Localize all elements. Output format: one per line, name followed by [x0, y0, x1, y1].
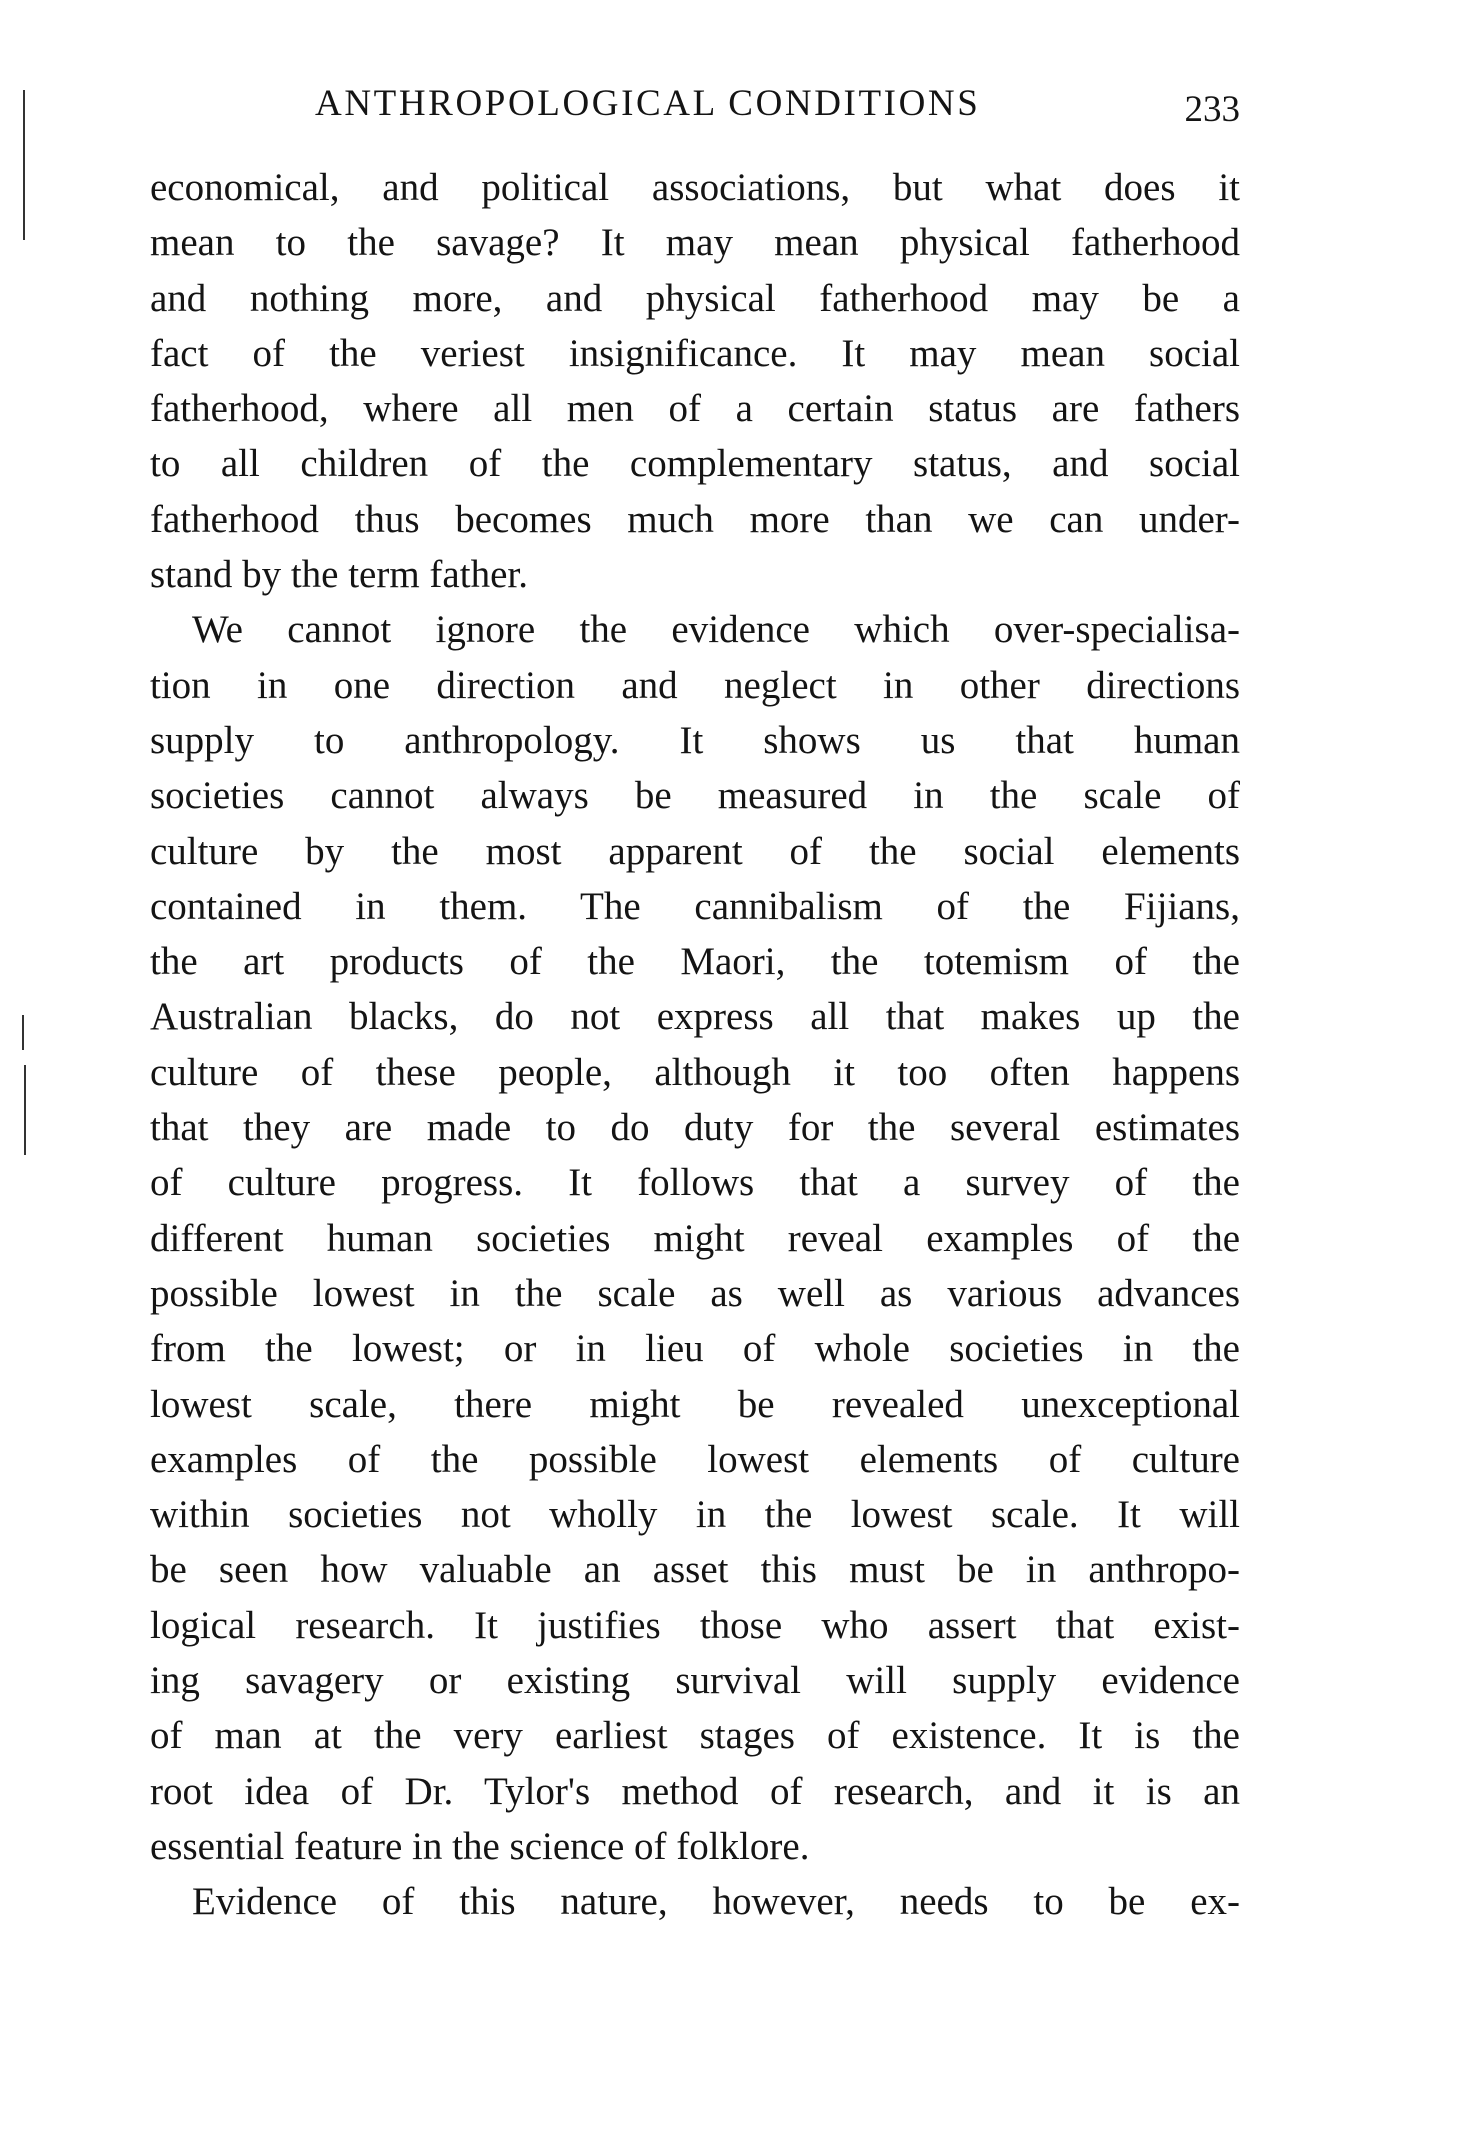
text-line: different human societies might reveal examples of the [150, 1216, 1240, 1260]
text-line: culture by the most apparent of the social elements [150, 829, 1240, 873]
margin-mark [22, 1015, 24, 1050]
text-line: and nothing more, and physical fatherhood may be a [150, 276, 1240, 320]
margin-mark [23, 90, 25, 240]
text-line: of man at the very earliest stages of existence. It is the [150, 1714, 1240, 1758]
page-header [150, 82, 1240, 142]
text-line: economical, and political associations, but what does it [150, 166, 1240, 209]
text-line: root idea of Dr. Tylor's method of research, and it is an [150, 1769, 1240, 1813]
text-line: within societies not wholly in the lowest scale. It will [150, 1493, 1240, 1537]
paragraph [150, 160, 1240, 602]
text-line: of culture progress. It follows that a survey of the [150, 1161, 1240, 1205]
text-line: fact of the veriest insignificance. It may mean social [150, 331, 1240, 375]
text-line: from the lowest; or in lieu of whole societies in the [150, 1327, 1240, 1371]
paragraph [150, 602, 1240, 1874]
text-line: fatherhood thus becomes much more than we can under- [150, 497, 1240, 541]
running-head: ANTHROPOLOGICAL CONDITIONS [315, 83, 981, 124]
text-line: lowest scale, there might be revealed unexceptional [150, 1382, 1240, 1426]
text-line: ing savagery or existing survival will supply evidence [150, 1659, 1240, 1703]
text-line: contained in them. The cannibalism of the Fijians, [150, 884, 1240, 928]
text-line: fatherhood, where all men of a certain status are fathers [150, 387, 1240, 431]
paragraph [150, 1874, 1240, 1929]
margin-mark [24, 1065, 26, 1155]
text-line: stand by the term father. [150, 553, 528, 597]
text-line: that they are made to do duty for the several estimates [150, 1106, 1240, 1150]
text-line: the art products of the Maori, the totemism of the [150, 940, 1240, 984]
text-line: culture of these people, although it too often happens [150, 1050, 1240, 1094]
text-line: mean to the savage? It may mean physical fatherhood [150, 221, 1240, 265]
text-line: supply to anthropology. It shows us that human [150, 718, 1240, 762]
text-line: tion in one direction and neglect in other directions [150, 663, 1240, 707]
text-line: societies cannot always be measured in the scale of [150, 774, 1240, 818]
text-line: essential feature in the science of folklore. [150, 1824, 810, 1868]
text-line: Australian blacks, do not express all that makes up the [150, 995, 1240, 1039]
text-line: logical research. It justifies those who assert that exist- [150, 1603, 1240, 1647]
text-line: be seen how valuable an asset this must be in anthropo- [150, 1548, 1240, 1592]
text-line: examples of the possible lowest elements of culture [150, 1437, 1240, 1481]
page-number: 233 [1184, 89, 1240, 130]
body-text [150, 160, 1240, 1930]
text-line: Evidence of this nature, however, needs to be ex- [192, 1880, 1240, 1924]
text-line: We cannot ignore the evidence which over-specialisa- [192, 608, 1240, 652]
text-line: possible lowest in the scale as well as various advances [150, 1271, 1240, 1315]
text-line: to all children of the complementary status, and social [150, 442, 1240, 486]
